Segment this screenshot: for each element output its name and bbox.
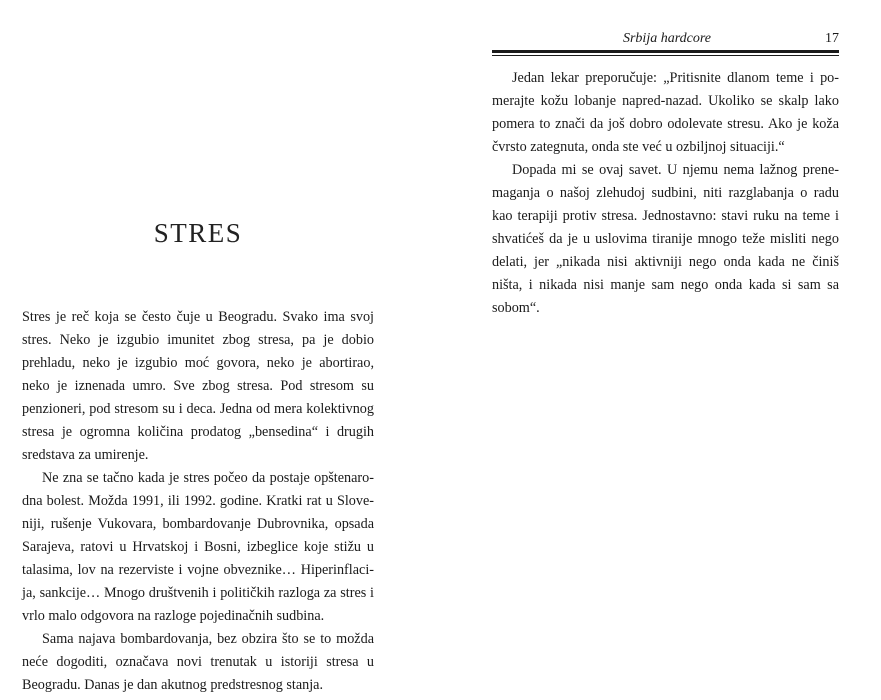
- header-rule-thin: [492, 55, 839, 56]
- chapter-title: STRES: [153, 218, 243, 248]
- left-page-body: [22, 306, 374, 697]
- right-paragraph-1: Jedan lekar preporučuje: „Pritisnite dlanom teme i pomerajte kožu lobanje napred-nazad. Ukoliko se skalp lako pomera to znači da još dobro odolevate stresu. Ako je koža čvrsto zategnuta, onda ste već u ozbiljnoj situaciji.“: [492, 70, 839, 155]
- right-page-body: [492, 67, 839, 320]
- page-number: 17: [825, 31, 839, 46]
- right-page: [492, 0, 839, 700]
- right-paragraph-2: Dopada mi se ovaj savet. U njemu nema lažnog prenemaganja o našoj zlehudoj sudbini, niti razglabanja o radu kao terapiji protiv stresa. Jednostavno: stavi ruku na teme i shvatićeš da je u uslovima tiranije mnogo teže misliti nego delati, jer „nikada nisi aktivniji nego onda kada ne činiš ništa, i nikada nisi manje sam nego onda kada si sam sa sobom“.: [492, 162, 839, 316]
- header-rule-thick: [492, 50, 839, 53]
- running-title: Srbija hardcore: [622, 31, 711, 46]
- running-header: [492, 31, 839, 51]
- left-page: [22, 0, 374, 700]
- left-paragraph-2: Ne zna se tačno kada je stres počeo da postaje opštenarodna bolest. Možda 1991, ili 1992. godine. Kratki rat u Sloveniji, rušenje Vukovara, bombardovanje Dubrovnika, opsada Sarajeva, ratovi u Hrvatskoj i Bosni, izbeglice koje stižu u talasima, lov na rezerviste i vojne obveznike… Hiperinflacija, sankcije… Mnogo društvenih i političkih razloga za stres i vrlo malo odgovora na razloge pojedinačnih sudbina.: [22, 470, 374, 624]
- left-paragraph-3: Sama najava bombardovanja, bez obzira što se to možda neće dogoditi, označava novi trenutak u istoriji stresa u Beogradu. Danas je dan akutnog predstresnog stanja.: [22, 631, 374, 693]
- left-paragraph-1: Stres je reč koja se često čuje u Beogradu. Svako ima svoj stres. Neko je izgubio imunitet zbog stresa, pa je dobio prehladu, neko je izgubio moć govora, neko je abortirao, neko je iznenada umro. Sve zbog stresa. Pod stresom su penzioneri, pod stresom su i deca. Jedna od mera kolektivnog stresa je ogromna količina prodatog „bensedina“ i drugih sredstava za umirenje.: [22, 309, 374, 463]
